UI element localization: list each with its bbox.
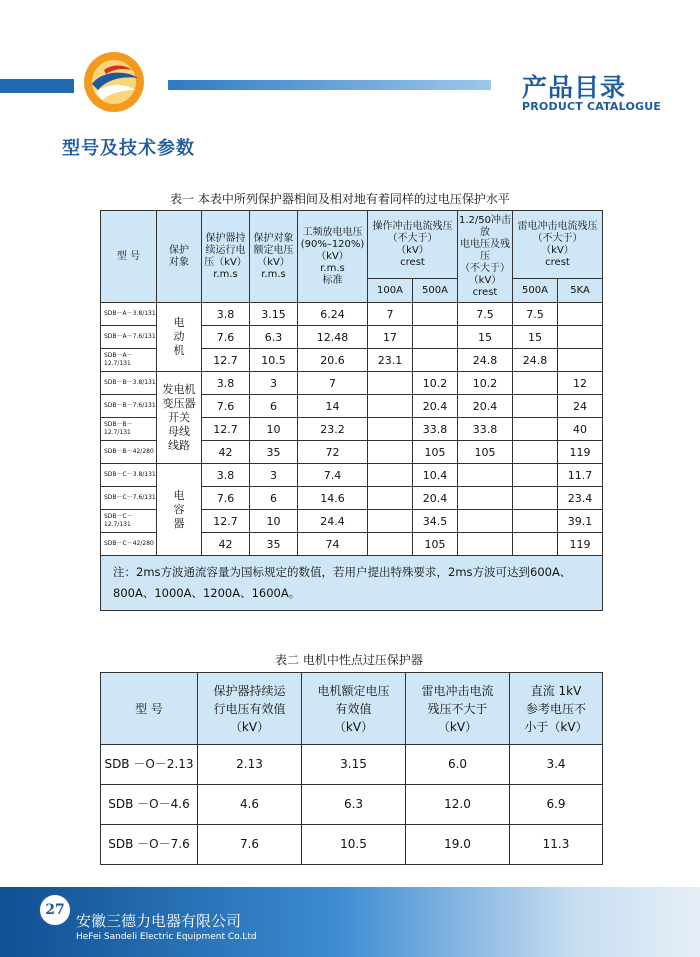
lt500-cell — [513, 464, 558, 487]
sw100-cell: 23.1 — [368, 349, 413, 372]
t2-header-mcov: 保护器持续运 行电压有效值 （kV） — [198, 673, 302, 745]
model-cell: SDB－C－3.8/131 — [101, 464, 157, 487]
sw100-cell — [368, 441, 413, 464]
pf-cell: 23.2 — [298, 418, 368, 441]
impulse-cell — [458, 510, 513, 533]
page-number: 27 — [38, 893, 72, 927]
mcov-cell: 3.8 — [202, 303, 250, 326]
t2-lightning-cell: 12.0 — [406, 785, 510, 825]
mcov-cell: 42 — [202, 441, 250, 464]
t2-header-lightning: 雷电冲击电流 残压不大于 （kV） — [406, 673, 510, 745]
sw500-cell: 105 — [413, 533, 458, 556]
sw500-cell — [413, 349, 458, 372]
impulse-cell: 24.8 — [458, 349, 513, 372]
header-gradient-bar — [168, 80, 491, 90]
header-model: 型 号 — [101, 211, 157, 303]
rated-cell: 10 — [250, 510, 298, 533]
model-cell: SDB－B－12.7/131 — [101, 418, 157, 441]
table-row — [101, 464, 603, 487]
lt5k-cell: 39.1 — [558, 510, 603, 533]
header-sw-500a: 500A — [413, 279, 458, 303]
sw500-cell: 10.2 — [413, 372, 458, 395]
model-cell: SDB－B－42/280 — [101, 441, 157, 464]
model-cell: SDB－A－12.7/131 — [101, 349, 157, 372]
lt5k-cell: 119 — [558, 441, 603, 464]
t2-rated-cell: 6.3 — [302, 785, 406, 825]
lt5k-cell: 24 — [558, 395, 603, 418]
table-row — [101, 785, 603, 825]
sw500-cell — [413, 303, 458, 326]
impulse-cell — [458, 464, 513, 487]
neutral-point-table — [100, 672, 603, 865]
impulse-cell: 7.5 — [458, 303, 513, 326]
pf-cell: 74 — [298, 533, 368, 556]
impulse-cell: 15 — [458, 326, 513, 349]
protection-level-table — [100, 210, 603, 611]
table2-caption: 表二 电机中性点过压保护器 — [275, 653, 423, 667]
t2-header-rated: 电机额定电压 有效值 （kV） — [302, 673, 406, 745]
model-cell: SDB－C－42/280 — [101, 533, 157, 556]
lt5k-cell: 12 — [558, 372, 603, 395]
pf-cell: 6.24 — [298, 303, 368, 326]
t2-dc-cell: 3.4 — [510, 745, 603, 785]
object-generator: 发电机 变压器 开关 母线 线路 — [157, 372, 202, 464]
mcov-cell: 42 — [202, 533, 250, 556]
pf-cell: 12.48 — [298, 326, 368, 349]
company-name-en: HeFei Sandeli Electric Equipment Co.Ltd — [76, 932, 257, 942]
sw500-cell: 20.4 — [413, 487, 458, 510]
t2-model-cell: SDB －O－4.6 — [101, 785, 198, 825]
lt500-cell — [513, 533, 558, 556]
t2-rated-cell: 3.15 — [302, 745, 406, 785]
impulse-cell: 20.4 — [458, 395, 513, 418]
header-rated-voltage: 保护对象 额定电压 （kV） r.m.s — [250, 211, 298, 303]
model-cell: SDB－A－3.8/131 — [101, 303, 157, 326]
rated-cell: 3.15 — [250, 303, 298, 326]
t2-dc-cell: 6.9 — [510, 785, 603, 825]
header-lt-500a: 500A — [513, 279, 558, 303]
lt500-cell — [513, 372, 558, 395]
lt5k-cell — [558, 303, 603, 326]
sw100-cell — [368, 510, 413, 533]
sw100-cell — [368, 395, 413, 418]
rated-cell: 6 — [250, 395, 298, 418]
impulse-cell: 105 — [458, 441, 513, 464]
lt5k-cell: 119 — [558, 533, 603, 556]
t2-model-cell: SDB －O－7.6 — [101, 825, 198, 865]
pf-cell: 14 — [298, 395, 368, 418]
table-row — [101, 825, 603, 865]
header-lt-5ka: 5KA — [558, 279, 603, 303]
lt500-cell: 15 — [513, 326, 558, 349]
header-impulse: 1.2/50冲击放 电电压及残压 （不大于） （kV） crest — [458, 211, 513, 303]
lt500-cell — [513, 395, 558, 418]
header-lightning-residual: 雷电冲击电流残压 （不大于） （kV） crest — [513, 211, 603, 279]
catalogue-subtitle: PRODUCT CATALOGUE — [522, 100, 662, 113]
impulse-cell: 33.8 — [458, 418, 513, 441]
table1-caption: 表一 本表中所列保护器相间及相对地有着同样的过电压保护水平 — [170, 192, 510, 206]
lt5k-cell — [558, 349, 603, 372]
rated-cell: 6.3 — [250, 326, 298, 349]
mcov-cell: 3.8 — [202, 464, 250, 487]
impulse-cell — [458, 487, 513, 510]
lt5k-cell: 40 — [558, 418, 603, 441]
sw500-cell: 34.5 — [413, 510, 458, 533]
impulse-cell: 10.2 — [458, 372, 513, 395]
t2-mcov-cell: 4.6 — [198, 785, 302, 825]
rated-cell: 10 — [250, 418, 298, 441]
sw100-cell — [368, 464, 413, 487]
pf-cell: 20.6 — [298, 349, 368, 372]
header-accent-bar — [0, 79, 74, 93]
rated-cell: 10.5 — [250, 349, 298, 372]
lt5k-cell — [558, 326, 603, 349]
sw100-cell — [368, 372, 413, 395]
t2-header-dc: 直流 1kV 参考电压不 小于（kV） — [510, 673, 603, 745]
sw500-cell: 20.4 — [413, 395, 458, 418]
object-capacitor: 电 容 器 — [157, 464, 202, 556]
mcov-cell: 7.6 — [202, 326, 250, 349]
t2-rated-cell: 10.5 — [302, 825, 406, 865]
t2-model-cell: SDB －O－2.13 — [101, 745, 198, 785]
header-object: 保护 对象 — [157, 211, 202, 303]
lt500-cell: 7.5 — [513, 303, 558, 326]
t2-mcov-cell: 2.13 — [198, 745, 302, 785]
model-cell: SDB－C－7.6/131 — [101, 487, 157, 510]
sw100-cell — [368, 533, 413, 556]
sw500-cell: 10.4 — [413, 464, 458, 487]
pf-cell: 7.4 — [298, 464, 368, 487]
pf-cell: 14.6 — [298, 487, 368, 510]
lt500-cell: 24.8 — [513, 349, 558, 372]
table-row — [101, 745, 603, 785]
company-logo-icon — [82, 50, 146, 114]
sw500-cell: 33.8 — [413, 418, 458, 441]
header-mcov: 保护器持 续运行电 压（kV） r.m.s — [202, 211, 250, 303]
rated-cell: 35 — [250, 441, 298, 464]
pf-cell: 7 — [298, 372, 368, 395]
object-motor: 电 动 机 — [157, 303, 202, 372]
lt500-cell — [513, 510, 558, 533]
model-cell: SDB－A－7.6/131 — [101, 326, 157, 349]
mcov-cell: 12.7 — [202, 510, 250, 533]
pf-cell: 24.4 — [298, 510, 368, 533]
lt5k-cell: 23.4 — [558, 487, 603, 510]
sw100-cell: 17 — [368, 326, 413, 349]
t2-mcov-cell: 7.6 — [198, 825, 302, 865]
impulse-cell — [458, 533, 513, 556]
lt500-cell — [513, 487, 558, 510]
model-cell: SDB－B－7.6/131 — [101, 395, 157, 418]
rated-cell: 35 — [250, 533, 298, 556]
sw500-cell — [413, 326, 458, 349]
header-power-frequency: 工频放电电压 (90%–120%) （kV） r.m.s 标准 — [298, 211, 368, 303]
company-name-cn: 安徽三德力电器有限公司 — [76, 912, 242, 930]
sw500-cell: 105 — [413, 441, 458, 464]
header-sw-100a: 100A — [368, 279, 413, 303]
rated-cell: 3 — [250, 372, 298, 395]
rated-cell: 6 — [250, 487, 298, 510]
lt500-cell — [513, 418, 558, 441]
catalogue-title: 产品目录 — [522, 73, 627, 102]
sw100-cell — [368, 487, 413, 510]
mcov-cell: 7.6 — [202, 395, 250, 418]
pf-cell: 72 — [298, 441, 368, 464]
section-title: 型号及技术参数 — [62, 138, 195, 159]
lt5k-cell: 11.7 — [558, 464, 603, 487]
t2-lightning-cell: 19.0 — [406, 825, 510, 865]
sw100-cell — [368, 418, 413, 441]
mcov-cell: 12.7 — [202, 418, 250, 441]
table1-note: 注：2ms方波通流容量为国标规定的数值，若用户提出特殊要求，2ms方波可达到600A、800A、1000A、1200A、1600A。 — [101, 556, 603, 611]
header-switching-residual: 操作冲击电流残压 （不大于） （kV） crest — [368, 211, 458, 279]
table-row — [101, 303, 603, 326]
table-row — [101, 372, 603, 395]
sw100-cell: 7 — [368, 303, 413, 326]
t2-header-model: 型 号 — [101, 673, 198, 745]
mcov-cell: 3.8 — [202, 372, 250, 395]
model-cell: SDB－C－12.7/131 — [101, 510, 157, 533]
rated-cell: 3 — [250, 464, 298, 487]
mcov-cell: 12.7 — [202, 349, 250, 372]
mcov-cell: 7.6 — [202, 487, 250, 510]
t2-lightning-cell: 6.0 — [406, 745, 510, 785]
t2-dc-cell: 11.3 — [510, 825, 603, 865]
lt500-cell — [513, 441, 558, 464]
model-cell: SDB－B－3.8/131 — [101, 372, 157, 395]
